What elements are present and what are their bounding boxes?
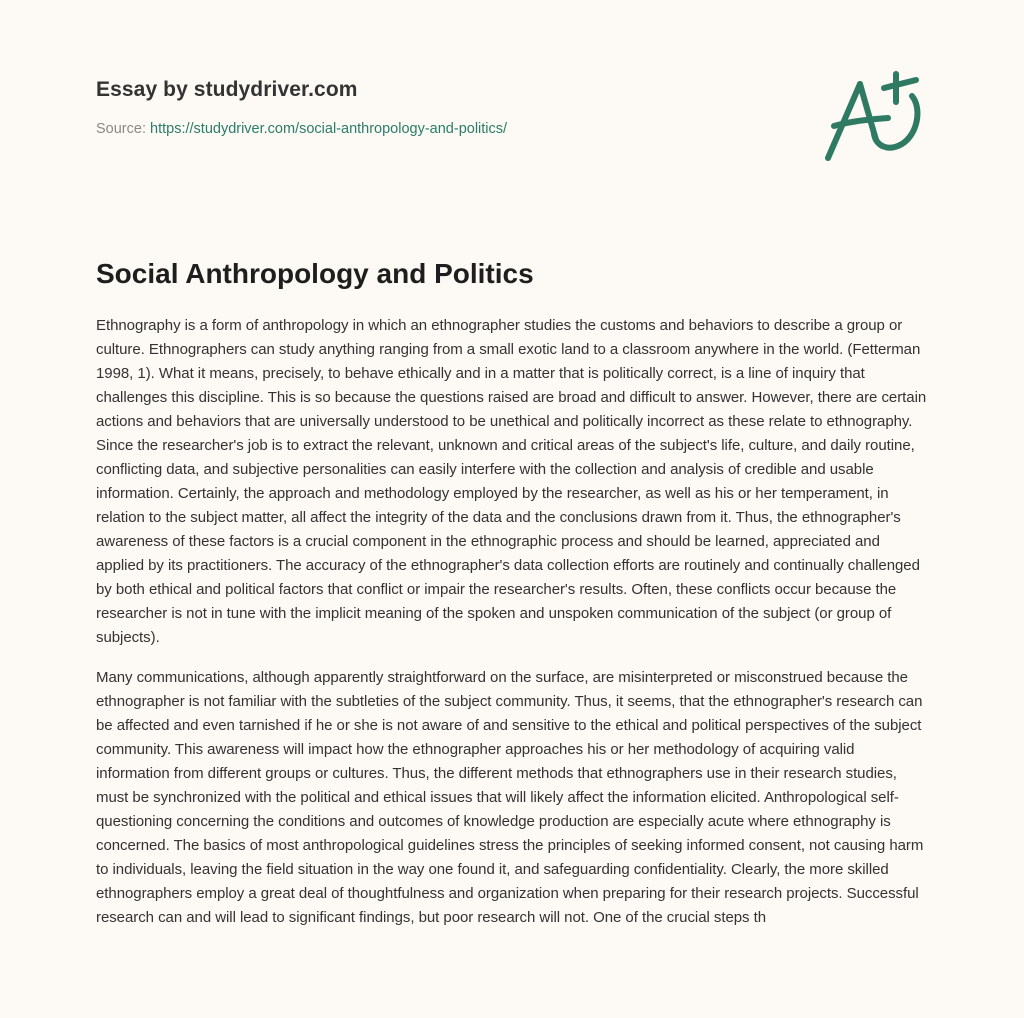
page-header (96, 76, 796, 139)
source-label: Source: (96, 121, 146, 137)
site-title: Essay by studydriver.com (96, 78, 358, 101)
essay-title: Social Anthropology and Politics (96, 258, 534, 289)
source-link[interactable]: https://studydriver.com/social-anthropology-and-politics/ (150, 121, 508, 137)
essay-paragraph: Ethnography is a form of anthropology in which an ethnographer studies the customs and behaviors to describe a group or culture. Ethnographers can study anything ranging from a small exotic land to a classroom anywhere in the world. (Fetterman 1998, 1). What it means, precisely, to behave ethically and in a matter that is politically correct, is a line of inquiry that challenges this discipline. This is so because the questions raised are broad and difficult to answer. However, there are certain actions and behaviors that are universally understood to be unethical and politically incorrect as these relate to ethnography. Since the researcher's job is to extract the relevant, unknown and critical areas of the subject's life, culture, and daily routine, conflicting data, and subjective personalities can easily interfere with the collection and analysis of credible and usable information. Certainly, the approach and methodology employed by the researcher, as well as his or her temperament, in relation to the subject matter, all affect the integrity of the data and the conclusions drawn from it. Thus, the ethnographer's awareness of these factors is a crucial component in the ethnographic process and should be learned, appreciated and applied by its practitioners. The accuracy of the ethnographer's data collection efforts are routinely and continually challenged by both ethical and political factors that conflict or impair the researcher's results. Often, these conflicts occur because the researcher is not in tune with the implicit meaning of the spoken and unspoken communication of the subject (or group of subjects). (96, 317, 927, 646)
a-plus-grade-icon (818, 64, 930, 164)
essay-body (96, 314, 930, 946)
source-line (96, 119, 796, 139)
essay-paragraph: Many communications, although apparently straightforward on the surface, are misinterpreted or misconstrued because the ethnographer is not familiar with the subtleties of the subject community. Thus, it seems, that the ethnographer's research can be affected and even tarnished if he or she is not aware of and sensitive to the ethical and political perspectives of the subject community. This awareness will impact how the ethnographer approaches his or her methodology of acquiring valid information from different groups or cultures. Thus, the different methods that ethnographers use in their research studies, must be synchronized with the political and ethical issues that will likely affect the information elicited. Anthropological self-questioning concerning the conditions and outcomes of knowledge production are especially acute where ethnography is concerned. The basics of most anthropological guidelines stress the principles of seeking informed consent, not causing harm to individuals, leaving the field situation in the way one found it, and safeguarding confidentiality. Clearly, the more skilled ethnographers employ a great deal of thoughtfulness and organization when preparing for their research projects. Successful research can and will lead to significant findings, but poor research will not. One of the crucial steps th (96, 669, 924, 926)
